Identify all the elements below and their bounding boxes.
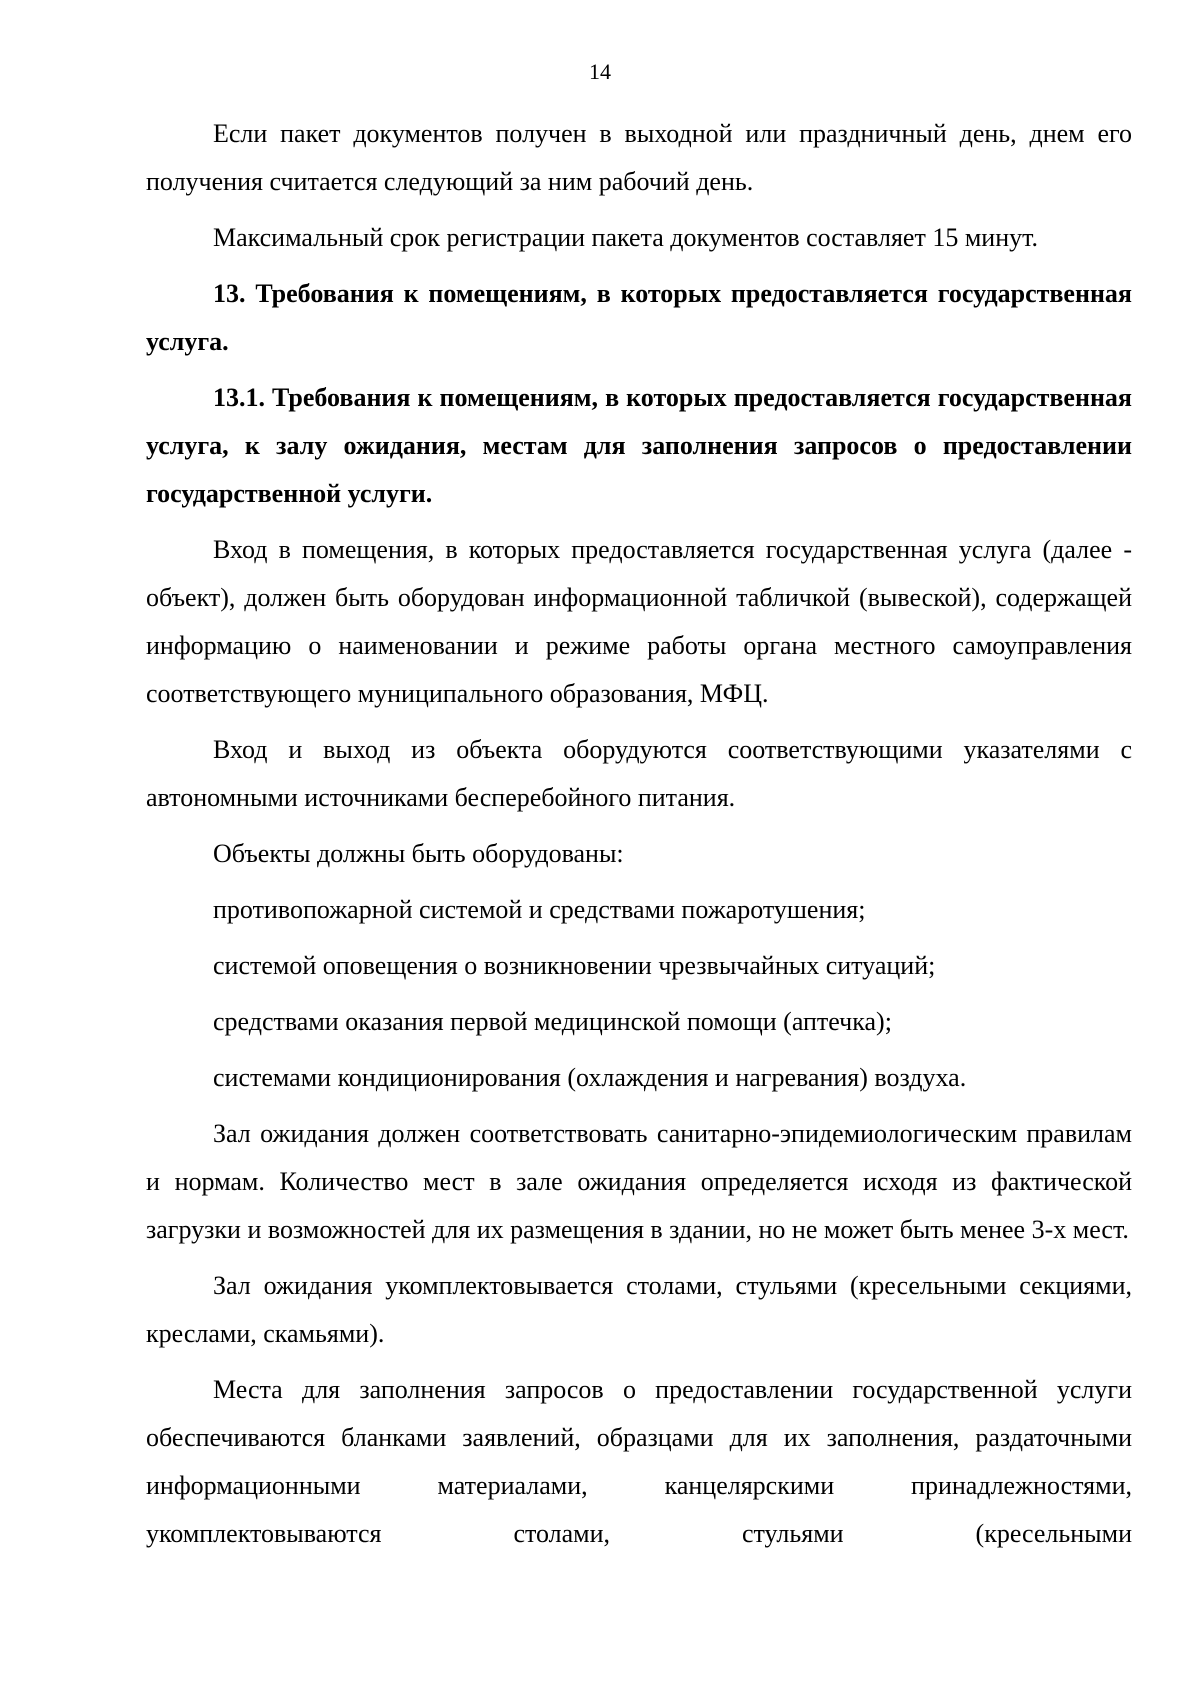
- paragraph-registration-time: Максимальный срок регистрации пакета документов составляет 15 минут.: [213, 223, 1039, 252]
- paragraph-waiting-hall-furniture: Зал ожидания укомплектовывается столами, стульями (кресельными секциями, креслами, скамьями).: [146, 1271, 1132, 1348]
- paragraph-entrance-exit: Вход и выход из объекта оборудуются соответствующими указателями с автономными источниками бесперебойного питания.: [146, 735, 1132, 812]
- paragraph-request-places: Места для заполнения запросов о предоставлении государственной услуги обеспечиваются бланками заявлений, образцами для их заполнения, раздаточными информационными материалами, канцелярскими принадлежностями, укомплектовываются столами, стульями (кресельными: [146, 1375, 1132, 1548]
- list-item-fire-system: противопожарной системой и средствами пожаротушения;: [213, 895, 866, 924]
- list-item-air-conditioning: системами кондиционирования (охлаждения и нагревания) воздуха.: [213, 1063, 967, 1092]
- section-heading-13-1: 13.1. Требования к помещениям, в которых предоставляется государственная услуга, к залу ожидания, местам для заполнения запросов о предоставлении государственной услуги.: [146, 383, 1132, 508]
- document-body: [146, 110, 1132, 1566]
- paragraph-package-received: Если пакет документов получен в выходной или праздничный день, днем его получения считается следующий за ним рабочий день.: [146, 119, 1132, 196]
- paragraph-entrance-sign: Вход в помещения, в которых предоставляется государственная услуга (далее - объект), должен быть оборудован информационной табличкой (вывеской), содержащей информацию о наименовании и режиме работы органа местного самоуправления соответствующего муниципального образования, МФЦ.: [146, 535, 1132, 708]
- list-item-first-aid: средствами оказания первой медицинской помощи (аптечка);: [213, 1007, 892, 1036]
- page-number: 14: [589, 59, 611, 84]
- paragraph-objects-equipment: Объекты должны быть оборудованы:: [213, 839, 624, 868]
- section-heading-13: 13. Требования к помещениям, в которых предоставляется государственная услуга.: [146, 279, 1132, 356]
- list-item-alert-system: системой оповещения о возникновении чрезвычайных ситуаций;: [213, 951, 936, 980]
- paragraph-waiting-hall-norms: Зал ожидания должен соответствовать санитарно-эпидемиологическим правилам и нормам. Количество мест в зале ожидания определяется исходя из фактической загрузки и возможностей для их размещения в здании, но не может быть менее 3-х мест.: [146, 1119, 1132, 1244]
